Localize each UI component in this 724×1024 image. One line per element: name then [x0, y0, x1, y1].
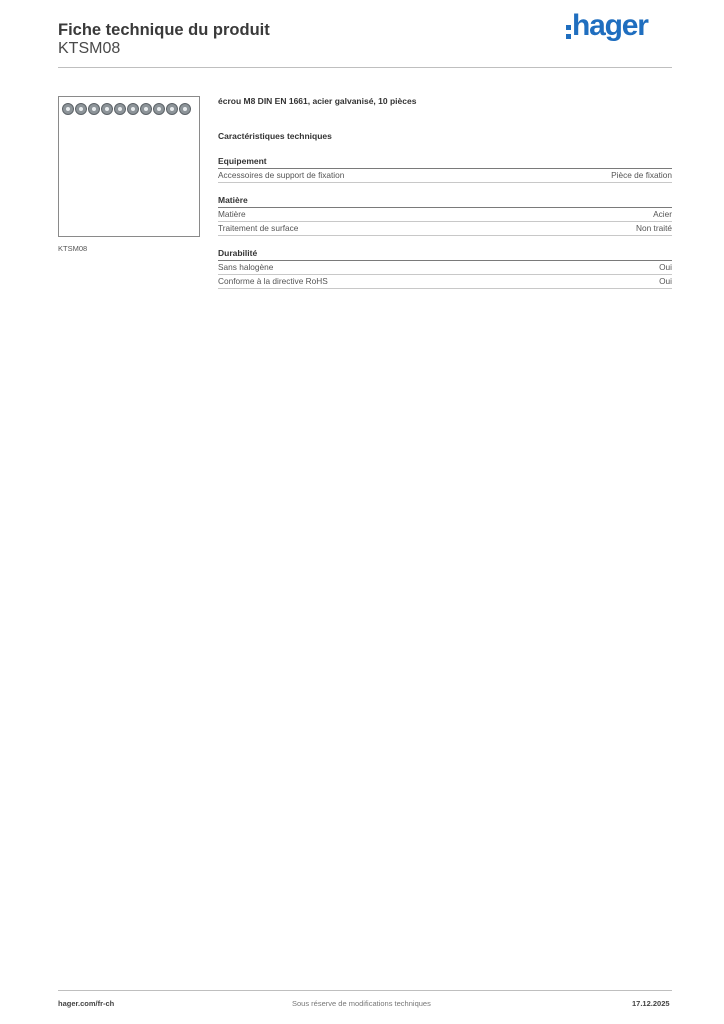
page-title: Fiche technique du produit	[58, 21, 270, 39]
spec-group-durabilite	[218, 248, 672, 289]
spec-row	[218, 275, 672, 289]
logo-wordmark: hager	[572, 9, 648, 42]
spec-group-title: Durabilité	[218, 248, 672, 261]
spec-group-matiere	[218, 195, 672, 236]
image-caption: KTSM08	[58, 244, 88, 253]
spec-row	[218, 169, 672, 183]
spec-row	[218, 261, 672, 275]
spec-label: Accessoires de support de fixation	[218, 170, 345, 180]
spec-group-title: Equipement	[218, 156, 672, 169]
product-description: écrou M8 DIN EN 1661, acier galvanisé, 10 pièces	[218, 96, 417, 106]
spec-value: Non traité	[636, 223, 672, 233]
specs-section-title: Caractéristiques techniques	[218, 131, 332, 141]
footer-website-link[interactable]: hager.com/fr-ch	[58, 999, 115, 1008]
header-divider	[58, 67, 672, 68]
spec-label: Conforme à la directive RoHS	[218, 276, 328, 286]
spec-label: Sans halogène	[218, 262, 274, 272]
logo-dots-icon	[566, 25, 571, 43]
footer-notice: Sous réserve de modifications techniques	[292, 999, 431, 1008]
spec-group-equipement	[218, 156, 672, 183]
product-image	[58, 96, 200, 237]
spec-value: Pièce de fixation	[611, 170, 672, 180]
spec-row	[218, 222, 672, 236]
spec-value: Oui	[659, 276, 672, 286]
spec-value: Oui	[659, 262, 672, 272]
footer-divider	[58, 990, 672, 991]
spec-row	[218, 208, 672, 222]
spec-group-title: Matière	[218, 195, 672, 208]
spec-label: Traitement de surface	[218, 223, 299, 233]
nuts-illustration	[62, 103, 198, 119]
footer-date: 17.12.2025	[632, 999, 670, 1008]
product-code: KTSM08	[58, 40, 121, 57]
spec-label: Matière	[218, 209, 246, 219]
spec-value: Acier	[653, 209, 672, 219]
